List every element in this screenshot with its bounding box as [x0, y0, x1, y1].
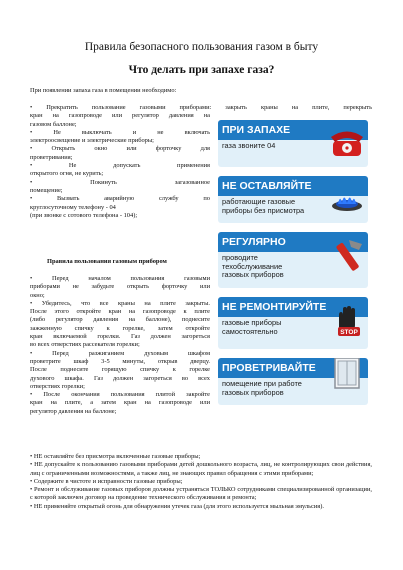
- step-line: • Открыть окно или форточку для: [30, 145, 210, 153]
- rule-line: (либо регулятор давления на баллоне), поднесите: [30, 316, 210, 324]
- panel-body-line: техобслуживание: [222, 261, 283, 271]
- rule-line: во всех отверстиях рассекателя горелки;: [30, 341, 140, 349]
- rule-line: регулятор давления на баллоне;: [30, 407, 117, 415]
- panel-body-line: самостоятельно: [222, 326, 278, 336]
- rule-line: кран на плите, а затем кран на газопроводе или: [30, 399, 210, 407]
- panel-body-line: приборы без присмотра: [222, 205, 305, 215]
- rule-line: приборами не забудьте открыть форточку или: [30, 283, 210, 291]
- stop-label: STOP: [340, 329, 358, 336]
- panel-heading: ПРИ ЗАПАХЕ: [218, 120, 368, 140]
- general-rule: • НЕ допускайте к пользованию газовыми приборами детей дошкольного возраста, лиц, не контролирующих свои действия, лиц с ограниченными возможностями, а также лиц, не знающих правил обращения с этими приборами;: [30, 461, 372, 477]
- stop-hand-icon: [329, 303, 365, 337]
- gas-burner-icon: [329, 180, 365, 214]
- panel-body: [218, 140, 368, 167]
- telephone-icon: [329, 124, 365, 158]
- general-rules: [30, 453, 372, 511]
- page-title: Правила безопасного пользования газом в быту: [84, 41, 319, 53]
- panel-do-not-leave: [218, 176, 368, 223]
- panel-body-line: проводите: [222, 253, 258, 262]
- step-line: круглосуточному телефону - 04: [30, 203, 116, 211]
- panel-body-line: помещение при работе: [222, 379, 302, 388]
- panel-body-line: газовых приборов: [222, 387, 284, 397]
- panel-maintenance: [218, 232, 368, 288]
- panel-body-line: газовые приборы: [222, 318, 282, 327]
- rule-line: После этого откройте кран на газопроводе к плите: [30, 308, 210, 316]
- step-line: (при звонке с сотового телефона - 104);: [30, 211, 138, 219]
- step-line: • Не выключать и не включать: [30, 128, 210, 136]
- appliance-rules: [30, 275, 210, 416]
- step-line: • Вызвать аварийную службу по: [30, 195, 210, 203]
- rule-line: отверстиях горелки;: [30, 382, 85, 390]
- rule-line: • Перед началом пользования газовыми: [30, 275, 210, 282]
- panel-ventilate: [218, 358, 368, 405]
- rule-line: кран включаемой горелки. Газ должен загореться: [30, 333, 210, 341]
- step-line: помещение;: [30, 186, 63, 194]
- section-title-appliance-rules: Правила пользования газовым прибором: [47, 258, 167, 265]
- page-subtitle: Что делать при запахе газа?: [128, 64, 275, 76]
- panel-heading: НЕ РЕМОНТИРУЙТЕ: [218, 297, 368, 317]
- intro-text: При появлении запаха газа в помещении необходимо:: [30, 87, 177, 94]
- step-line: • Не допускать применения: [30, 162, 210, 170]
- rule-line: После поднесите горящую спичку к горелке: [30, 366, 210, 374]
- rule-line: проветрите шкаф 3-5 минуты, открыв дверцу.: [30, 357, 210, 365]
- step-line: • Прекратить пользование газовыми приборами: закрыть краны на плите, перекрыть: [30, 104, 372, 111]
- rule-line: • Убедитесь, что все краны на плите закрыты.: [30, 299, 210, 307]
- panel-gas-smell: [218, 120, 368, 167]
- window-icon: [329, 358, 365, 390]
- gas-smell-steps-narrow: [30, 112, 210, 220]
- gas-smell-steps: [30, 104, 372, 112]
- general-rule: • НЕ оставляйте без присмотра включенные газовые приборы;: [30, 453, 201, 460]
- general-rule: • Ремонт и обслуживание газовых приборов должны устраняться ТОЛЬКО сотрудниками специализированной организации, с которой заключен договор на проведение технического обслуживания и ремонта;: [30, 486, 372, 502]
- step-line: электроосвещение и электрические приборы;: [30, 137, 154, 145]
- general-rule: • Содержите в чистоте и исправности газовые приборы;: [30, 477, 183, 485]
- step-line: газовом баллоне;: [30, 120, 77, 128]
- rule-line: • Перед разжиганием духовым шкафом: [30, 349, 210, 357]
- panel-body: [218, 378, 368, 405]
- rule-line: зажженную спичку к горелке, затем откройте: [30, 324, 210, 332]
- rule-line: духового шкафа. Газ должен загореться во всех: [30, 374, 210, 382]
- step-line: открытого огня, не курить;: [30, 170, 104, 178]
- panel-body: [218, 317, 368, 349]
- panel-body-line: газовых приборов: [222, 270, 284, 280]
- panel-heading: НЕ ОСТАВЛЯЙТЕ: [218, 176, 368, 196]
- rule-line: окно;: [30, 291, 45, 299]
- panel-body-line: работающие газовые: [222, 197, 296, 206]
- general-rule: • НЕ применяйте открытый огонь для обнаружения утечек газа (для этого используется мыльная эмульсия).: [30, 502, 324, 510]
- step-line: • Покинуть загазованное: [30, 178, 210, 186]
- pipe-wrench-icon: [329, 238, 365, 272]
- panel-body: [218, 252, 368, 288]
- rule-line: • После окончания пользования плитой закройте: [30, 391, 210, 399]
- panel-body-line: газа звоните 04: [222, 141, 276, 150]
- panel-no-repair: [218, 297, 368, 349]
- step-line: проветривания;: [30, 153, 73, 161]
- panel-body: [218, 196, 368, 223]
- panel-heading: РЕГУЛЯРНО: [218, 232, 368, 252]
- step-line: кран на газопроводе или регулятор давления на: [30, 112, 210, 120]
- panel-heading: ПРОВЕТРИВАЙТЕ: [218, 358, 368, 378]
